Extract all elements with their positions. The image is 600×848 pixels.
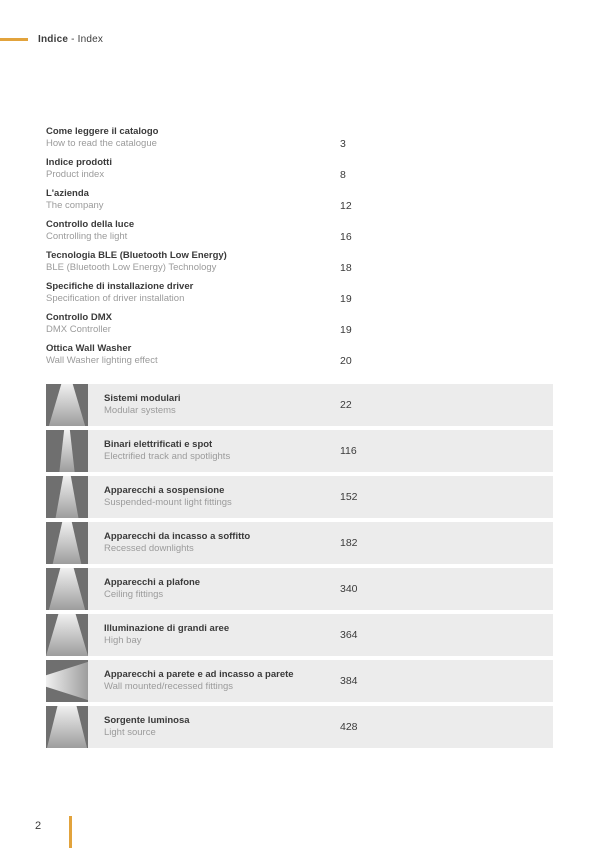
section-row [46,660,553,702]
section-row [46,476,553,518]
section-page-number: 152 [340,491,358,503]
section-row [46,522,553,564]
section-title-en: Suspended-mount light fittings [104,497,232,508]
toc-title-en: How to read the catalogue [46,137,157,149]
section-page-number: 182 [340,537,358,549]
header-title-en: - Index [68,34,104,45]
toc-entry [46,281,553,304]
section-title-en: Modular systems [104,405,176,416]
page-header [38,34,103,45]
toc-title-it: Specifiche di installazione driver [46,281,194,292]
section-title-en: Ceiling fittings [104,589,164,600]
toc-title-en: Product index [46,168,105,180]
section-title-it: Sorgente luminosa [104,715,190,726]
toc-page-number: 8 [340,169,346,181]
section-page-number: 364 [340,629,358,641]
section-row [46,614,553,656]
toc-title-it: Ottica Wall Washer [46,343,132,354]
section-row [46,568,553,610]
suspension-beam-icon [46,476,88,518]
section-title-it: Apparecchi da incasso a soffitto [104,531,251,542]
ceiling-beam-icon [46,568,88,610]
toc-title-it: Controllo della luce [46,219,135,230]
toc-page-number: 18 [340,262,352,274]
toc-page-number: 12 [340,200,352,212]
section-title-it: Apparecchi a parete e ad incasso a parete [104,669,294,680]
toc-page-number: 19 [340,293,352,305]
toc-title-it: Controllo DMX [46,312,112,323]
section-title-en: Electrified track and spotlights [104,451,231,462]
section-text [104,715,190,739]
footer-page-number: 2 [35,820,42,832]
toc-entry [46,343,553,366]
toc-title-en: BLE (Bluetooth Low Energy) Technology [46,261,217,273]
toc-entry [46,126,553,149]
section-page-number: 428 [340,721,358,733]
section-title-it: Binari elettrificati e spot [104,439,213,450]
section-text [104,669,294,693]
section-title-it: Apparecchi a sospensione [104,485,225,496]
section-title-it: Apparecchi a plafone [104,577,201,588]
section-row [46,706,553,748]
toc-title-en: Specification of driver installation [46,292,185,304]
section-text [104,531,250,555]
toc-entry [46,219,553,242]
toc-title-en: DMX Controller [46,323,111,335]
wall-beam-icon [46,660,88,702]
section-text [104,485,232,509]
toc-entry [46,250,553,273]
toc-entry [46,312,553,335]
toc-title-en: Wall Washer lighting effect [46,354,158,366]
toc-title-it: Tecnologia BLE (Bluetooth Low Energy) [46,250,227,261]
section-title-en: High bay [104,635,142,646]
toc-title-it: Indice prodotti [46,157,112,168]
toc-page-number: 16 [340,231,352,243]
section-page-number: 340 [340,583,358,595]
section-text [104,439,230,463]
header-title-it: Indice [38,34,69,45]
toc-title-it: Come leggere il catalogo [46,126,159,137]
section-title-en: Wall mounted/recessed fittings [104,681,234,692]
section-row [46,384,553,426]
toc-title-it: L'azienda [46,188,89,199]
toc-page-number: 20 [340,355,352,367]
toc-list [46,126,553,374]
section-text [104,577,200,601]
toc-entry [46,188,553,211]
accent-dash [0,38,28,41]
section-title-en: Light source [104,727,156,738]
section-page-number: 384 [340,675,358,687]
light-source-beam-icon [46,706,88,748]
section-text [104,623,229,647]
section-row [46,430,553,472]
toc-title-en: The company [46,199,104,211]
high-bay-beam-icon [46,614,88,656]
track-spotlight-beam-icon [46,430,88,472]
toc-entry [46,157,553,180]
toc-title-en: Controlling the light [46,230,128,242]
recessed-ceiling-beam-icon [46,522,88,564]
section-title-it: Illuminazione di grandi aree [104,623,230,634]
section-page-number: 22 [340,399,352,411]
section-list [46,384,553,752]
modular-beam-icon [46,384,88,426]
accent-vertical-line [69,816,72,848]
toc-page-number: 3 [340,138,346,150]
section-text [104,393,181,417]
section-title-it: Sistemi modulari [104,393,181,404]
toc-page-number: 19 [340,324,352,336]
section-title-en: Recessed downlights [104,543,194,554]
section-page-number: 116 [340,445,357,457]
